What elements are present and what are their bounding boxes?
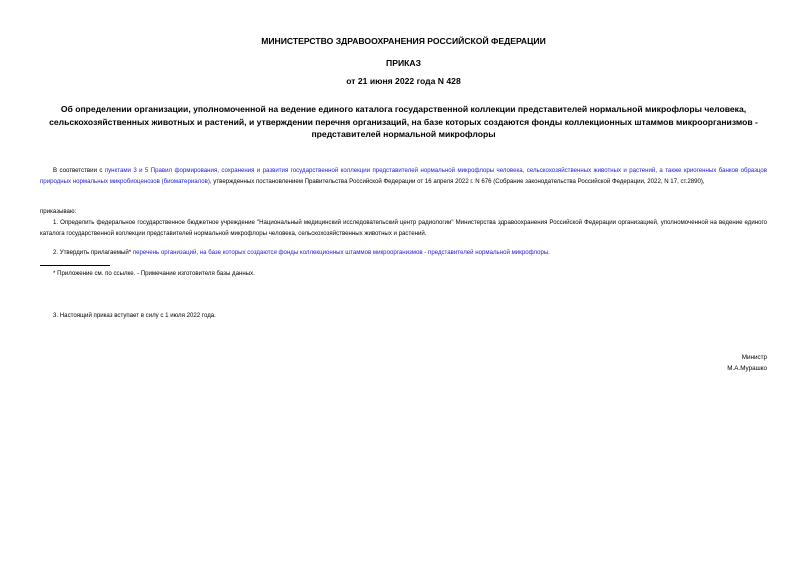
item-2-lead: 2. Утвердить прилагаемый* [53,249,133,256]
signature-name: М.А.Мурашко [727,365,767,372]
preamble-tail: , утвержденных постановлением Правительства Российской Федерации от 16 апреля 2022 г. N 676 (Собрание законодательства Российской Федерации, 2022, N 17, ст.2890), [209,177,705,185]
item-2-tail: . [548,249,550,256]
doc-type-heading: ПРИКАЗ [386,58,421,68]
preamble-paragraph [40,166,767,187]
item-3-paragraph: 3. Настоящий приказ вступает в силу с 1 июля 2022 года. [53,312,216,319]
signature-title: Министр [741,354,767,361]
item-2-paragraph [40,248,767,259]
item-1-paragraph: 1. Определить федеральное государственное бюджетное учреждение "Национальный медицинский исследовательский центр радиологии" Министерства здравоохранения Российской Федерации организацией, уполномоченной на ведение единого каталога государственной коллекции представителей нормальной микрофлоры человека, сельскохозяйственных животных и растений. [40,219,767,237]
doc-date: от 21 июня 2022 года N 428 [346,76,461,86]
rules-link[interactable]: пунктами 3 и 5 Правил формирования, сохранения и развития государственной коллекции представителей нормальной микрофлоры человека, сельскохозяйственных животных и растений, а также криогенных банков образцов природных нормальных микробиоценозов (биоматериалов) [40,167,768,185]
organizations-list-link[interactable]: перечень организаций, на базе которых создаются фонды коллекционных штаммов микроорганизмов - представителей нормальной микрофлоры [132,249,549,256]
preamble-lead: В соответствии с [53,167,105,174]
doc-subject-title: Об определении организации, уполномоченной на ведение единого каталога государственной коллекции представителей нормальной микрофлоры человека, сельскохозяйственных животных и растений, и утверждении перечня организаций, на базе которых создаются фонды коллекционных штаммов микроорганизмов - представителей нормальной микрофлоры [49,104,758,139]
footnote-text: * Приложение см. по ссылке. - Примечание изготовителя базы данных. [53,270,255,277]
footnote-divider [40,265,110,266]
ministry-heading: МИНИСТЕРСТВО ЗДРАВООХРАНЕНИЯ РОССИЙСКОЙ ФЕДЕРАЦИИ [261,36,546,46]
order-word: приказываю: [40,208,77,215]
